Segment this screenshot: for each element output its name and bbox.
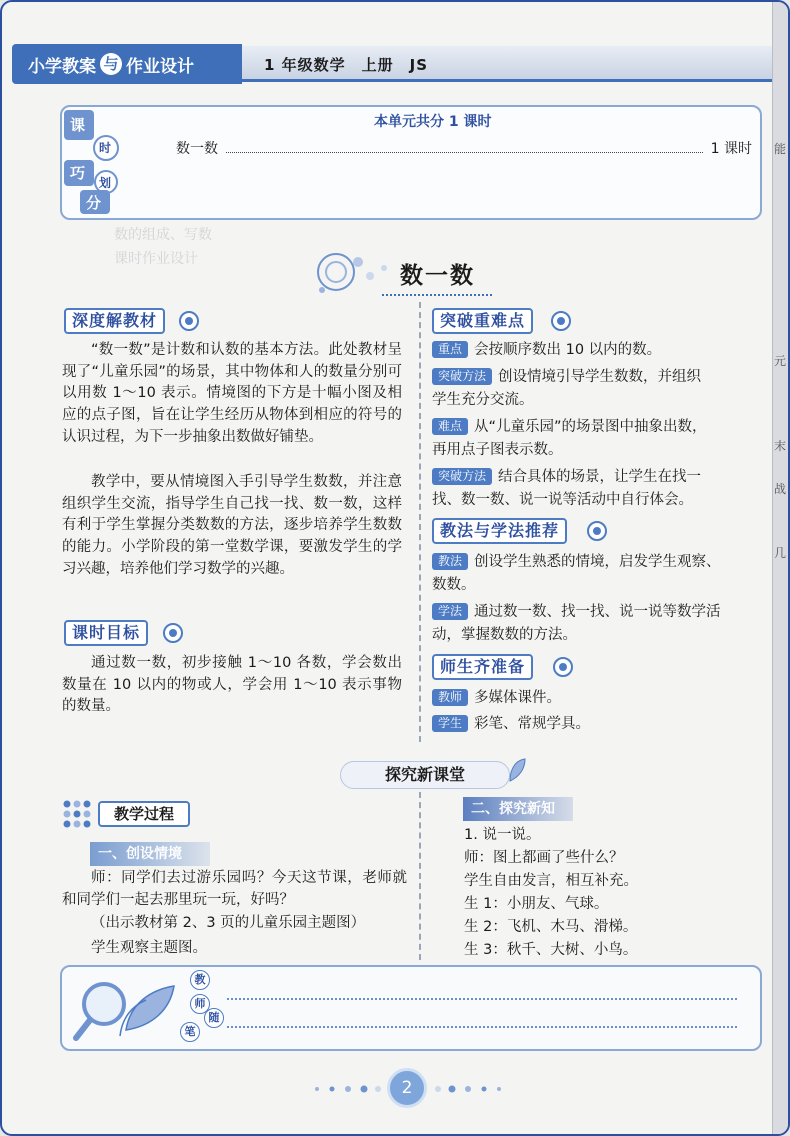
leaf-icon bbox=[507, 757, 527, 783]
tag-char: 巧 bbox=[70, 164, 86, 182]
label-pill: 难点 bbox=[432, 418, 468, 435]
text: 再用点子图表示数。 bbox=[432, 442, 563, 458]
method-line bbox=[432, 367, 701, 389]
note-tag: 随 bbox=[204, 1008, 224, 1028]
difficulty-line bbox=[432, 417, 707, 439]
schedule-row-left: 数一数 bbox=[176, 141, 218, 157]
edge-char: 能 bbox=[773, 142, 786, 156]
title-swirl-icon bbox=[314, 250, 404, 296]
label-pill: 学生 bbox=[432, 715, 468, 732]
text: 彩笔、常规学具。 bbox=[474, 716, 591, 732]
column-divider bbox=[419, 302, 421, 742]
ear-icon bbox=[178, 310, 200, 332]
dialog-line: 师：图上都画了些什么？ bbox=[464, 850, 624, 866]
dialog-line: 1. 说一说。 bbox=[464, 827, 541, 843]
paragraph: 师：同学们去过游乐园吗？今天这节课，老师就和同学们一起去那里玩一玩，好吗？ bbox=[62, 870, 407, 908]
schedule-row-right: 1 课时 bbox=[710, 141, 752, 157]
paragraph: “数一数”是计数和认数的基本方法。此处教材呈现了“儿童乐园”的场景，其中物体和人的数量分别可以用数 1～10 表示。情境图的下方是十幅小图及相应的点子图，旨在让学生经历从物体到相应的符号的认识过程，为下一步抽象出数做好铺垫。 bbox=[62, 342, 402, 445]
schedule-title: 本单元共分 1 课时 bbox=[374, 114, 492, 130]
paragraph: （出示教材第 2、3 页的儿童乐园主题图） bbox=[91, 915, 366, 931]
method-line bbox=[432, 552, 721, 574]
edge-char: 战 bbox=[773, 482, 786, 496]
text: 创设学生熟悉的情境，启发学生观察、 bbox=[474, 554, 721, 570]
note-line bbox=[227, 1026, 737, 1028]
step-heading: 二、探究新知 bbox=[463, 797, 573, 821]
text: 动，掌握数数的方法。 bbox=[432, 627, 577, 643]
section-heading: 深度解教材 bbox=[64, 308, 165, 334]
text: 创设情境引导学生数数，并组织 bbox=[498, 369, 702, 385]
edge-char: 几 bbox=[773, 546, 786, 560]
schedule-row bbox=[176, 138, 752, 158]
label-pill: 教法 bbox=[432, 553, 468, 570]
note-tag: 笔 bbox=[180, 1022, 200, 1042]
note-tag: 教 bbox=[190, 970, 210, 990]
edge-char: 末 bbox=[773, 439, 786, 453]
brand-banner bbox=[12, 44, 242, 84]
leader-dots bbox=[226, 138, 703, 153]
text: 学生充分交流。 bbox=[432, 392, 534, 408]
text: 从“儿童乐园”的场景图中抽象出数， bbox=[474, 419, 707, 435]
ear-icon bbox=[550, 310, 572, 332]
title-underline bbox=[382, 294, 492, 296]
tag-char: 分 bbox=[86, 194, 102, 212]
page-dots-left bbox=[312, 1084, 382, 1094]
label-pill: 突破方法 bbox=[432, 368, 492, 385]
label-pill: 教师 bbox=[432, 689, 468, 706]
tag-char: 时 bbox=[99, 141, 112, 155]
label-pill: 重点 bbox=[432, 341, 468, 358]
section-heading: 课时目标 bbox=[64, 620, 148, 646]
label-pill: 学法 bbox=[432, 603, 468, 620]
tag-char: 划 bbox=[99, 176, 112, 190]
method-line bbox=[432, 602, 721, 624]
column-divider bbox=[419, 792, 421, 960]
material-line bbox=[432, 714, 590, 736]
brand-mid: 与 bbox=[100, 53, 122, 75]
section-heading: 师生齐准备 bbox=[432, 654, 533, 680]
text: 会按顺序数出 10 以内的数。 bbox=[474, 342, 662, 358]
tag-char: 课 bbox=[70, 116, 86, 134]
ghost-text: 课时作业设计 bbox=[114, 251, 198, 267]
paragraph: 学生观察主题图。 bbox=[91, 940, 207, 956]
material-line bbox=[432, 688, 561, 710]
section-heading: 突破重难点 bbox=[432, 308, 533, 334]
page-dots-right bbox=[434, 1084, 504, 1094]
magnifier-leaf-icon bbox=[70, 970, 180, 1046]
dialog-line: 生 1：小朋友、气球。 bbox=[464, 896, 609, 912]
dialog-line: 生 2：飞机、木马、滑梯。 bbox=[464, 919, 638, 935]
text: 数数。 bbox=[432, 577, 476, 593]
lesson-title: 数一数 bbox=[400, 263, 475, 289]
method-line bbox=[432, 467, 701, 489]
explore-title: 探究新课堂 bbox=[340, 761, 510, 789]
label-pill: 突破方法 bbox=[432, 468, 492, 485]
step-heading: 一、创设情境 bbox=[90, 842, 210, 866]
text: 结合具体的场景，让学生在找一 bbox=[498, 469, 702, 485]
section-heading: 教法与学法推荐 bbox=[432, 518, 567, 544]
dot-grid-icon bbox=[62, 799, 92, 829]
book-info: 1 年级数学 上册 JS bbox=[264, 56, 429, 74]
text: 找、数一数、说一说等活动中自行体会。 bbox=[432, 492, 693, 508]
brand-right: 作业设计 bbox=[126, 56, 194, 77]
paragraph: 通过数一数，初步接触 1～10 各数，学会数出数量在 10 以内的物或人，学会用 1～10 表示事物的数量。 bbox=[62, 655, 402, 715]
note-line bbox=[227, 998, 737, 1000]
brand-left: 小学教案 bbox=[28, 56, 96, 77]
text: 多媒体课件。 bbox=[474, 690, 562, 706]
text: 通过数一数、找一找、说一说等数学活 bbox=[474, 604, 721, 620]
process-label: 教学过程 bbox=[98, 801, 190, 827]
dialog-line: 学生自由发言，相互补充。 bbox=[464, 873, 638, 889]
next-page-edge bbox=[772, 2, 788, 1136]
page-number: 2 bbox=[387, 1068, 427, 1108]
ear-icon bbox=[552, 656, 574, 678]
ghost-text: 数的组成、写数 bbox=[114, 227, 212, 243]
note-tag: 师 bbox=[190, 994, 210, 1014]
key-point-line bbox=[432, 340, 661, 362]
dialog-line: 生 3：秋千、大树、小鸟。 bbox=[464, 942, 638, 958]
edge-char: 元 bbox=[773, 354, 786, 368]
ear-icon bbox=[586, 520, 608, 542]
ear-icon bbox=[162, 622, 184, 644]
paragraph: 教学中，要从情境图入手引导学生数数，并注意组织学生交流，指导学生自己找一找、数一数，这样有利于学生掌握分类数数的方法，逐步培养学生数数的能力。小学阶段的第一堂数学课，要激发学生的学习兴趣，培养他们学习数学的兴趣。 bbox=[62, 474, 402, 577]
